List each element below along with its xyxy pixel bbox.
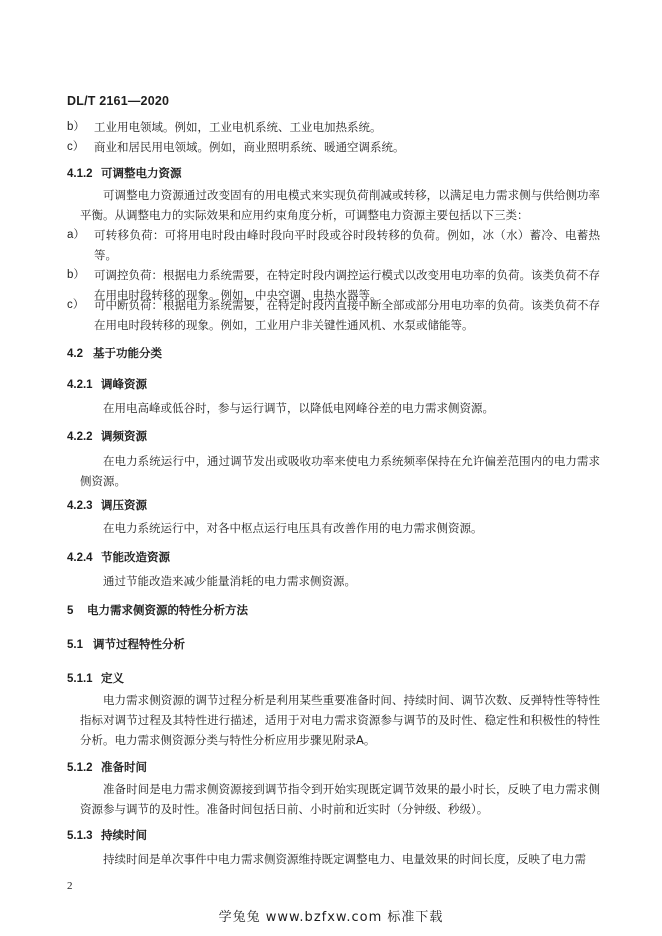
paragraph: 电力需求侧资源的调节过程分析是利用某些重要准备时间、持续时间、调节次数、反弹特性等特性指标对调节过程及其特性进行描述，适用于对电力需求资源参与调节的及时性、稳定性和积极性的特性分析。电力需求侧资源分类与特性分析应用步骤见附录A。: [80, 693, 600, 747]
standard-number: DL/T 2161—2020: [67, 94, 170, 108]
list-item: [67, 225, 600, 265]
section-title: 准备时间: [101, 760, 147, 774]
section-heading-5-1-2: [67, 759, 147, 775]
paragraph: 在电力系统运行中，对各中枢点运行电压具有改善作用的电力需求侧资源。: [103, 521, 483, 535]
paragraph: 通过节能改造来减少能量消耗的电力需求侧资源。: [103, 574, 356, 588]
section-number: 4.2: [67, 348, 83, 360]
list-item-text: 可中断负荷：根据电力系统需要，在特定时段内直接中断全部或部分用电功率的负荷。该类负荷不存在用电时段转移的现象。例如，工业用户非关键性通风机、水泵或储能等。: [94, 298, 600, 332]
list-item: [67, 137, 600, 157]
section-number: 5.1.2: [67, 762, 93, 774]
section-heading-4-2-1: [67, 376, 147, 392]
section-number: 5.1: [67, 639, 83, 651]
section-number: 5.1.1: [67, 673, 93, 685]
section-heading-5-1: [67, 636, 185, 652]
list-item-label: c）: [67, 299, 85, 311]
list-item-text: 可调控负荷：根据电力系统需要，在特定时段内调控运行模式以改变用电功率的负荷。该类负荷不存在用电时段转移的现象。例如，中央空调、电热水器等。: [94, 268, 600, 302]
section-number: 5: [67, 605, 74, 617]
section-title: 基于功能分类: [93, 346, 162, 360]
section-heading-4-2-2: [67, 428, 147, 444]
section-title: 定义: [101, 671, 124, 685]
list-item-text: 可转移负荷：可将用电时段由峰时段向平时段或谷时段转移的负荷。例如，冰（水）蓄冷、电蓄热等。: [94, 228, 600, 262]
section-title: 电力需求侧资源的特性分析方法: [87, 603, 248, 617]
section-title: 节能改造资源: [101, 550, 170, 564]
paragraph: 准备时间是电力需求侧资源接到调节指令到开始实现既定调节效果的最小时长，反映了电力需求侧资源参与调节的及时性。准备时间包括日前、小时前和近实时（分钟级、秒级）。: [80, 782, 600, 816]
download-site-footer: 学兔兔 www.bzfxw.com 标准下载: [218, 910, 444, 925]
section-number: 4.2.4: [67, 552, 93, 564]
section-title: 调频资源: [101, 429, 147, 443]
list-item-text: 工业用电领域。例如，工业电机系统、工业电加热系统。: [94, 120, 382, 134]
list-item-text: 商业和居民用电领域。例如，商业照明系统、暖通空调系统。: [94, 140, 405, 154]
list-item-label: a）: [67, 229, 85, 241]
section-heading-5: [67, 602, 248, 618]
section-title: 调压资源: [101, 498, 147, 512]
section-number: 4.1.2: [67, 168, 93, 180]
section-number: 4.2.2: [67, 431, 93, 443]
section-heading-5-1-1: [67, 670, 124, 686]
list-item-label: c）: [67, 141, 85, 153]
section-heading-4-1-2: [67, 165, 182, 181]
section-title: 可调整电力资源: [101, 166, 182, 180]
section-title: 调节过程特性分析: [93, 637, 185, 651]
section-heading-5-1-3: [67, 827, 147, 843]
section-number: 4.2.1: [67, 379, 93, 391]
list-item-label: b）: [67, 269, 85, 281]
section-number: 4.2.3: [67, 500, 93, 512]
section-number: 5.1.3: [67, 830, 93, 842]
section-heading-4-2-3: [67, 497, 147, 513]
list-item-label: b）: [67, 121, 85, 133]
section-heading-4-2: [67, 345, 162, 361]
list-item: [67, 117, 600, 137]
section-heading-4-2-4: [67, 549, 170, 565]
section-title: 调峰资源: [101, 377, 147, 391]
paragraph: 在电力系统运行中，通过调节发出或吸收功率来使电力系统频率保持在允许偏差范围内的电力需求侧资源。: [80, 454, 600, 488]
paragraph: 持续时间是单次事件中电力需求侧资源维持既定调整电力、电量效果的时间长度，反映了电力需: [103, 852, 586, 866]
paragraph: 可调整电力资源通过改变固有的用电模式来实现负荷削减或转移，以满足电力需求侧与供给侧功率平衡。从调整电力的实际效果和应用约束角度分析，可调整电力资源主要包括以下三类：: [80, 188, 600, 222]
paragraph: 在用电高峰或低谷时，参与运行调节，以降低电网峰谷差的电力需求侧资源。: [103, 401, 494, 415]
page-number: 2: [67, 880, 73, 892]
section-title: 持续时间: [101, 828, 147, 842]
list-item: [67, 295, 600, 335]
